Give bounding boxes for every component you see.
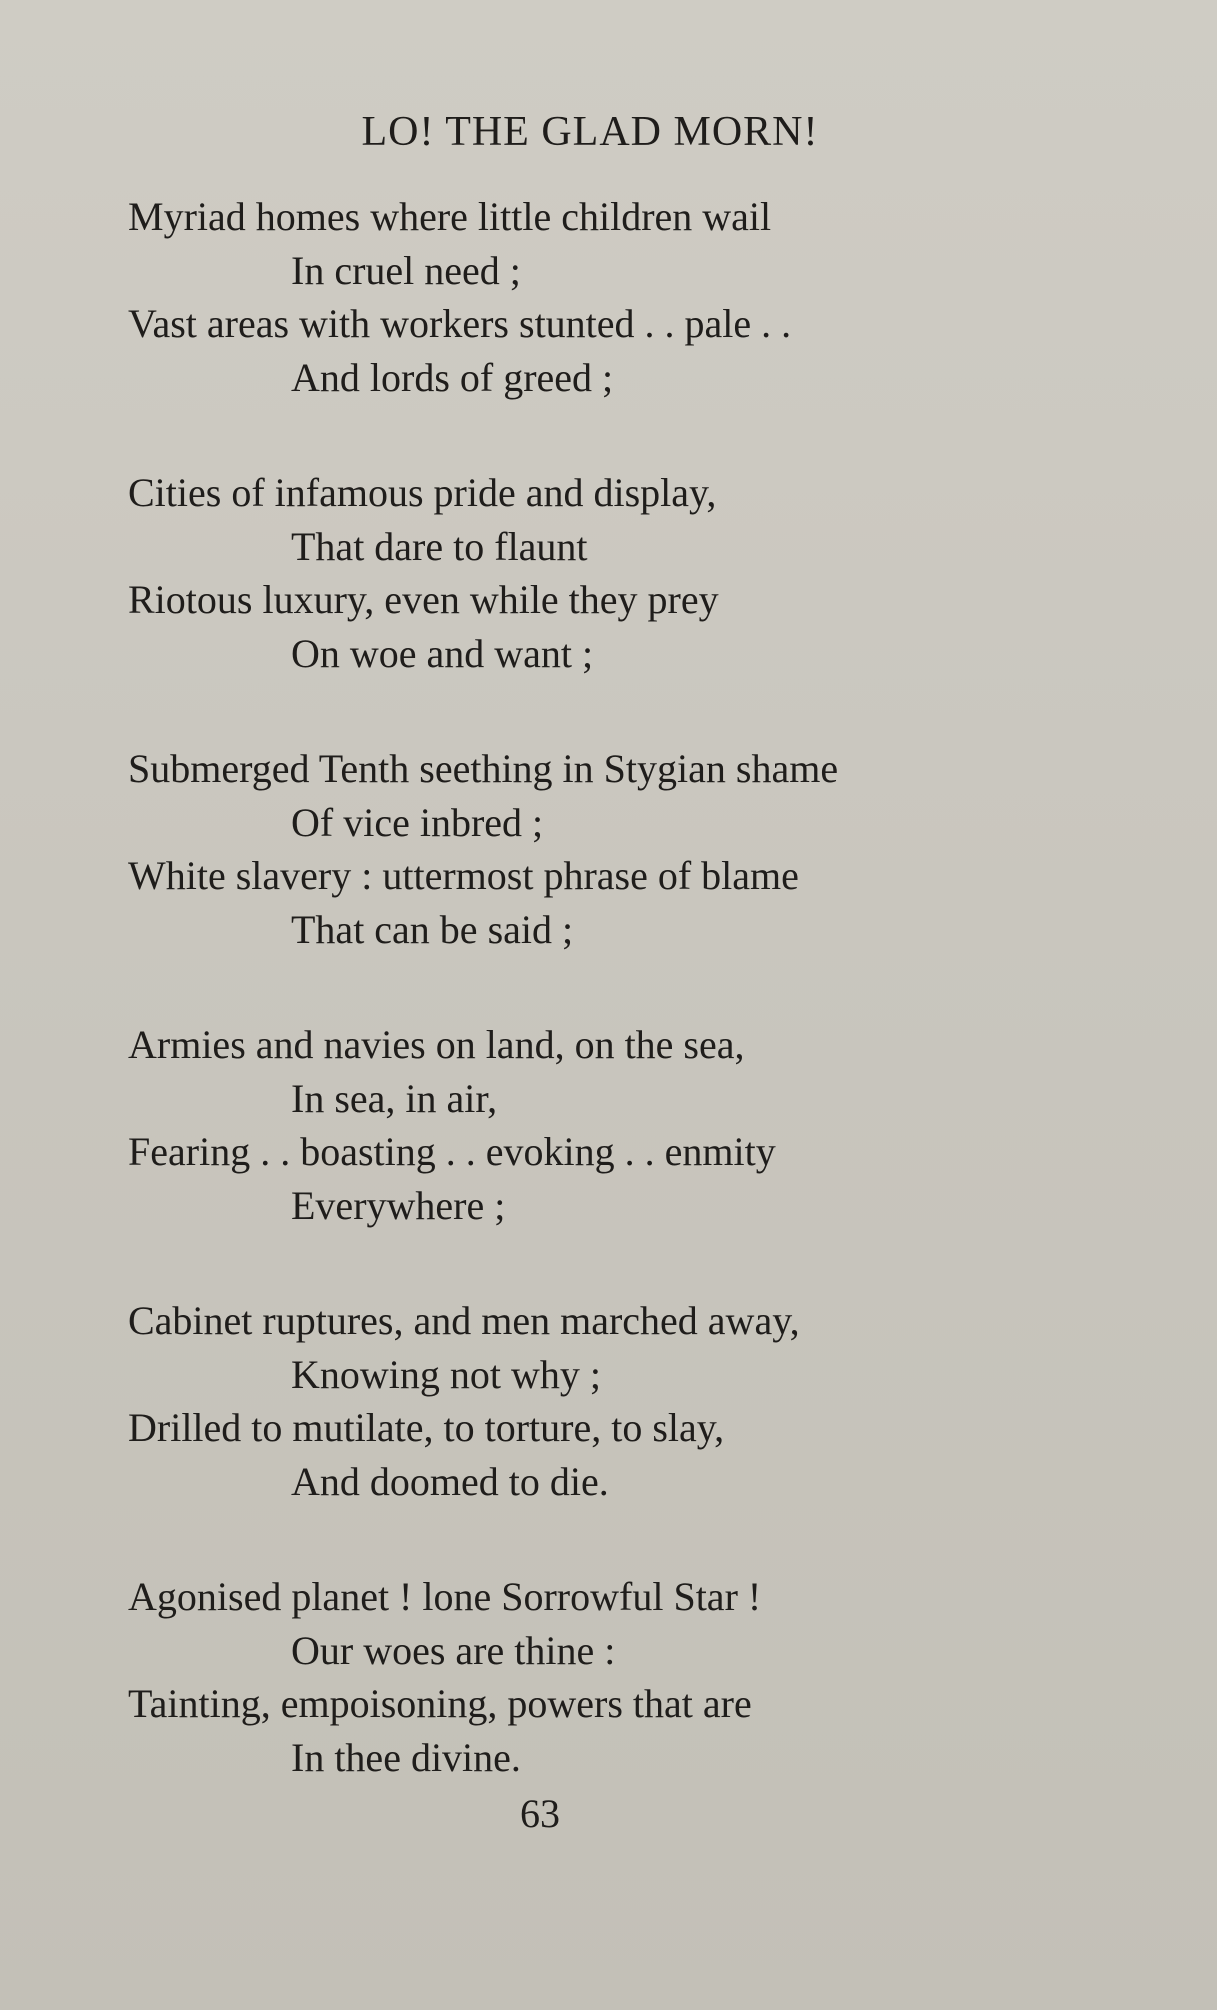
poem-line: Drilled to mutilate, to torture, to slay, [128, 1405, 725, 1450]
stanza-5 [128, 1294, 1128, 1508]
poem-line: White slavery : uttermost phrase of blame [128, 853, 799, 898]
poem-line: Cities of infamous pride and display, [128, 470, 717, 515]
poem-line: Armies and navies on land, on the sea, [128, 1022, 745, 1067]
page-number: 63 [520, 1791, 560, 1836]
poem-line: Riotous luxury, even while they prey [128, 577, 719, 622]
poem-line: Fearing . . boasting . . evoking . . enmity [128, 1129, 776, 1174]
poem-line-indented: And lords of greed ; [291, 354, 614, 400]
poem-line-indented: In cruel need ; [291, 247, 521, 293]
stanza-3 [128, 742, 1128, 956]
poem-line: Tainting, empoisoning, powers that are [128, 1681, 752, 1726]
stanza-2 [128, 466, 1128, 680]
poem-line-indented: In thee divine. [291, 1734, 521, 1780]
stanza-4 [128, 1018, 1128, 1232]
poem-line: Vast areas with workers stunted . . pale . . [128, 301, 792, 346]
stanza-6 [128, 1570, 1128, 1784]
poem-line-indented: And doomed to die. [291, 1458, 609, 1504]
poem-line-indented: Of vice inbred ; [291, 799, 544, 845]
poem-line: Submerged Tenth seething in Stygian shame [128, 746, 839, 791]
poem-title: LO! THE GLAD MORN! [361, 109, 819, 155]
poem-line-indented: In sea, in air, [291, 1075, 498, 1121]
poem-line-indented: Our woes are thine : [291, 1627, 616, 1673]
poem-line: Myriad homes where little children wail [128, 194, 772, 239]
stanza-1 [128, 190, 1128, 404]
poem-line-indented: That can be said ; [291, 906, 574, 952]
poem-line: Cabinet ruptures, and men marched away, [128, 1298, 800, 1343]
poem-line: Agonised planet ! lone Sorrowful Star ! [128, 1574, 762, 1619]
poem-line-indented: Everywhere ; [291, 1182, 506, 1228]
poem-line-indented: Knowing not why ; [291, 1351, 601, 1397]
poem-line-indented: That dare to flaunt [291, 523, 588, 569]
poem-line-indented: On woe and want ; [291, 630, 594, 676]
poem-body [128, 190, 1128, 1846]
